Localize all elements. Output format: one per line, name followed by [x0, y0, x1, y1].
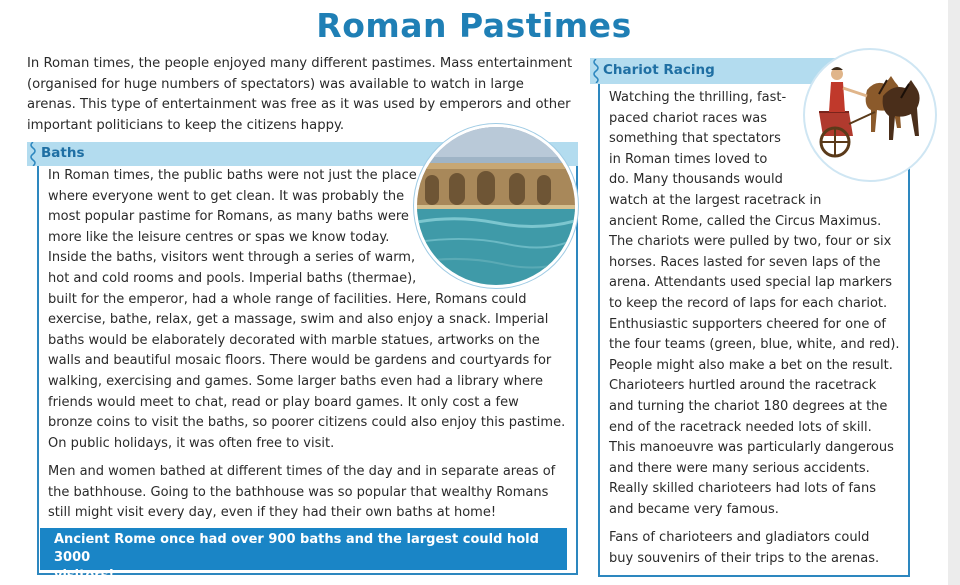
text-line: more like the leisure centres or spas we know today.	[48, 229, 390, 245]
chariot-paragraph-2	[609, 528, 905, 569]
chariot-horses-illustration	[803, 48, 937, 182]
text-line: ancient Rome, called the Circus Maximus.	[609, 213, 882, 229]
text-line: This manoeuvre was particularly dangerous	[609, 440, 894, 456]
fact-line: Ancient Rome once had over 900 baths and the largest could hold 3000	[54, 532, 539, 565]
text-line: The chariots were pulled by two, four or six	[609, 234, 892, 250]
baths-photo-drawing	[417, 127, 575, 285]
text-line: the bathhouse. Going to the bathhouse was so popular that wealthy Romans	[48, 484, 549, 500]
squiggle-icon	[592, 59, 600, 83]
text-line: arena. Attendants used special lap markers	[609, 275, 893, 291]
text-line: watch at the largest racetrack in	[609, 192, 822, 208]
intro-line: In Roman times, the people enjoyed many different pastimes. Mass entertainment	[27, 56, 573, 71]
intro-line: arenas. This type of entertainment was free as it was used by emperors and other	[27, 97, 571, 112]
text-line: built for the emperor, had a whole range of facilities. Here, Romans could	[48, 291, 527, 307]
text-line: where everyone went to get clean. It was probably the	[48, 188, 405, 204]
text-line: bronze coins to visit the baths, so poorer citizens could also enjoy this pastime.	[48, 415, 566, 431]
text-line: Watching the thrilling, fast-	[609, 90, 787, 105]
text-line: Men and women bathed at different times of the day and in separate areas of	[48, 464, 556, 479]
text-line: Inside the baths, visitors went through a series of warm,	[48, 250, 416, 266]
text-line: hot and cold rooms and pools. Imperial baths (thermae),	[48, 270, 417, 286]
text-line: Really skilled charioteers had lots of fans	[609, 481, 876, 497]
intro-line: important politicians to keep the citizens happy.	[27, 117, 345, 133]
text-line: to keep the record of laps for each chariot.	[609, 295, 888, 311]
text-line: do. Many thousands would	[609, 172, 783, 188]
page-edge	[948, 0, 960, 585]
baths-heading: Baths	[41, 145, 85, 161]
text-line: still might visit every day, even if they had their own baths at home!	[48, 505, 497, 521]
text-line: end of the racetrack needed lots of skill.	[609, 419, 872, 435]
text-line: baths would be elaborately decorated with marble statues, artworks on the	[48, 332, 540, 348]
chariot-heading: Chariot Racing	[603, 62, 715, 78]
text-line: walls and beautiful mosaic floors. There would be gardens and courtyards for	[48, 353, 552, 369]
text-line: People might also make a bet on the result.	[609, 357, 893, 373]
text-line: Enthusiastic supporters cheered for one of	[609, 316, 886, 332]
intro-line: (organised for huge numbers of spectators) was available to watch in large	[27, 76, 524, 92]
baths-paragraph-2	[48, 462, 568, 524]
text-line: exercise, bathe, relax, get a massage, swim and also enjoy a snack. Imperial	[48, 312, 549, 328]
text-line: the four teams (green, blue, white, and red).	[609, 337, 900, 353]
text-line: In Roman times, the public baths were not just the place	[48, 168, 417, 183]
text-line: and became very famous.	[609, 501, 779, 517]
text-line: On public holidays, it was often free to visit.	[48, 435, 335, 451]
text-line: paced chariot races was	[609, 110, 767, 126]
text-line: most popular pastime for Romans, as many baths were	[48, 209, 409, 225]
text-line: horses. Races lasted for seven laps of the	[609, 254, 881, 270]
text-line: Fans of charioteers and gladiators could	[609, 530, 870, 545]
fact-line: visitors!	[54, 568, 115, 583]
baths-fact-box	[40, 528, 567, 583]
text-line: walking, exercising and games. Some larger baths even had a library where	[48, 373, 544, 389]
text-line: buy souvenirs of their trips to the arenas.	[609, 550, 880, 566]
text-line: Charioteers hurtled around the racetrack	[609, 378, 877, 394]
roman-baths-photo	[414, 124, 578, 288]
squiggle-icon	[29, 142, 37, 166]
chariot-drawing	[805, 50, 935, 180]
text-line: something that spectators	[609, 131, 781, 147]
page-title: Roman Pastimes	[316, 6, 632, 45]
text-line: friends would meet to chat, read or play board games. It only cost a few	[48, 394, 519, 410]
text-line: and turning the chariot 180 degrees at the	[609, 398, 888, 414]
text-line: and there were many serious accidents.	[609, 460, 870, 476]
text-line: in Roman times loved to	[609, 151, 768, 167]
